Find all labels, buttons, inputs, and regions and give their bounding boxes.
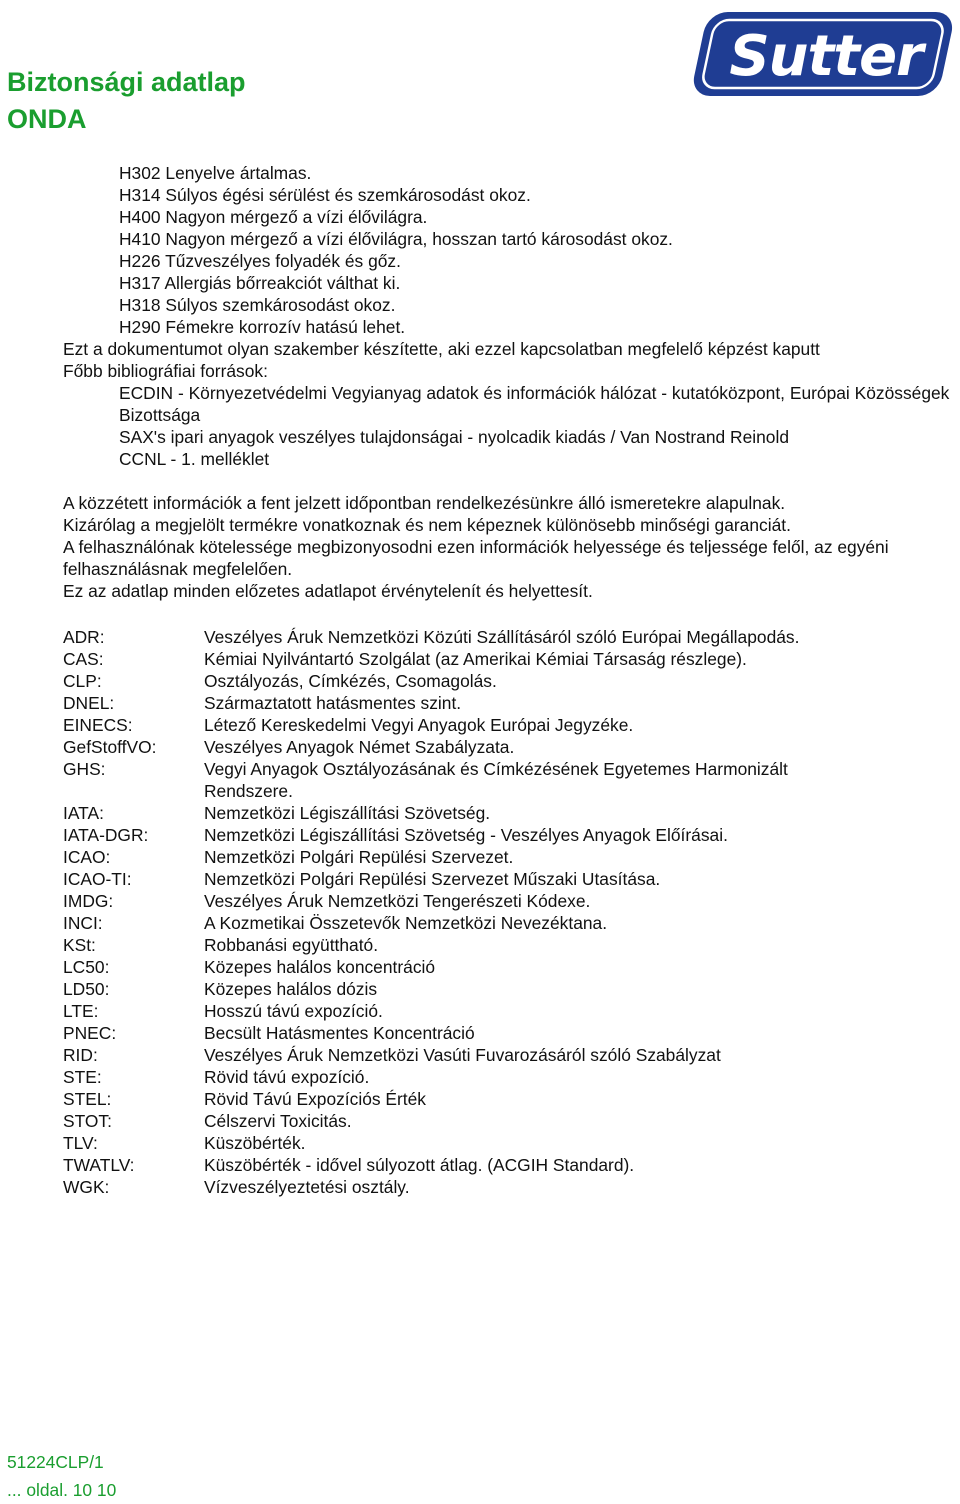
abbreviation-key: STOT: xyxy=(63,1111,112,1131)
abbreviation-definition: Küszöbérték - idővel súlyozott átlag. (ACGIH Standard). xyxy=(204,1155,635,1175)
abbreviation-row xyxy=(63,1154,804,1176)
abbreviation-definition: Veszélyes Áruk Nemzetközi Vasúti Fuvarozásáról szóló Szabályzat xyxy=(204,1045,721,1065)
abbreviation-definition: A Kozmetikai Összetevők Nemzetközi Nevezéktana. xyxy=(204,913,608,933)
abbreviation-definition: Nemzetközi Légiszállítási Szövetség - Veszélyes Anyagok Előírásai. xyxy=(204,825,728,845)
abbreviation-row xyxy=(63,692,804,714)
abbreviation-definition: Nemzetközi Polgári Repülési Szervezet Műszaki Utasítása. xyxy=(204,869,661,889)
logo-text: Sutter xyxy=(729,24,923,89)
hazard-statement: H290 Fémekre korrozív hatású lehet. xyxy=(119,317,406,337)
abbreviation-definition: Hosszú távú expozíció. xyxy=(204,1001,383,1021)
abbreviation-row xyxy=(63,1110,804,1132)
abbreviation-key: INCI: xyxy=(63,913,103,933)
abbreviation-definition: Származtatott hatásmentes szint. xyxy=(204,693,462,713)
abbreviation-definition: Nemzetközi Légiszállítási Szövetség. xyxy=(204,803,491,823)
abbreviation-key: GHS: xyxy=(63,759,106,779)
abbreviation-definition: Küszöbérték. xyxy=(204,1133,306,1153)
abbreviation-key: TWATLV: xyxy=(63,1155,135,1175)
abbreviation-row xyxy=(63,648,804,670)
abbreviation-definition: Célszervi Toxicitás. xyxy=(204,1111,352,1131)
abbreviation-row xyxy=(63,934,804,956)
abbreviation-key: TLV: xyxy=(63,1133,98,1153)
title-line-1: Biztonsági adatlap xyxy=(7,67,246,97)
abbreviation-key: RID: xyxy=(63,1045,98,1065)
abbreviation-row xyxy=(63,956,804,978)
abbreviation-key: IATA-DGR: xyxy=(63,825,149,845)
abbreviation-row xyxy=(63,912,804,934)
hazard-statement: H302 Lenyelve ártalmas. xyxy=(119,163,312,183)
abbreviation-row xyxy=(63,626,804,648)
abbreviation-key: ICAO: xyxy=(63,847,111,867)
abbreviation-key: IATA: xyxy=(63,803,104,823)
abbreviation-list xyxy=(63,626,804,1198)
abbreviation-key: KSt: xyxy=(63,935,96,955)
abbreviation-row xyxy=(63,1022,804,1044)
abbreviation-key: LTE: xyxy=(63,1001,99,1021)
abbreviation-definition: Közepes halálos dózis xyxy=(204,979,378,999)
disclaimer-line: A felhasználónak kötelessége megbizonyosodni ezen információk helyessége és teljessége felől, az egyéni felhasználásnak megfelelően. xyxy=(63,537,889,579)
source-item: SAX's ipari anyagok veszélyes tulajdonságai - nyolcadik kiadás / Van Nostrand Reinold xyxy=(119,427,790,447)
abbreviation-definition: Vízveszélyeztetési osztály. xyxy=(204,1177,410,1197)
disclaimer-line: Ez az adatlap minden előzetes adatlapot érvénytelenít és helyettesít. xyxy=(63,581,593,601)
abbreviation-key: IMDG: xyxy=(63,891,114,911)
disclaimer-line: Kizárólag a megjelölt termékre vonatkoznak és nem képeznek különösebb minőségi garanciát. xyxy=(63,515,791,535)
abbreviation-row xyxy=(63,802,804,824)
hazard-statement: H318 Súlyos szemkárosodást okoz. xyxy=(119,295,396,315)
abbreviation-row xyxy=(63,890,804,912)
disclaimer-line: A közzétett információk a fent jelzett időpontban rendelkezésünkre álló ismeretekre alapulnak. xyxy=(63,493,786,513)
abbreviation-key: ICAO-TI: xyxy=(63,869,132,889)
title-line-2: ONDA xyxy=(7,104,87,134)
abbreviation-definition: Becsült Hatásmentes Koncentráció xyxy=(204,1023,475,1043)
abbreviation-row xyxy=(63,1176,804,1198)
spacer xyxy=(0,470,960,492)
abbreviation-key: DNEL: xyxy=(63,693,115,713)
abbreviation-key: WGK: xyxy=(63,1177,110,1197)
abbreviation-definition: Veszélyes Áruk Nemzetközi Tengerészeti Kódexe. xyxy=(204,891,591,911)
abbreviation-row xyxy=(63,978,804,1000)
abbreviation-key: STE: xyxy=(63,1067,102,1087)
hazard-statement: H226 Tűzveszélyes folyadék és gőz. xyxy=(119,251,401,271)
abbreviation-key: LD50: xyxy=(63,979,110,999)
hazard-statement: H400 Nagyon mérgező a vízi élővilágra. xyxy=(119,207,428,227)
abbreviation-definition: Létező Kereskedelmi Vegyi Anyagok Európai Jegyzéke. xyxy=(204,715,634,735)
abbreviation-row xyxy=(63,758,804,802)
abbreviation-definition: Nemzetközi Polgári Repülési Szervezet. xyxy=(204,847,514,867)
abbreviation-definition: Veszélyes Áruk Nemzetközi Közúti Szállításáról szóló Európai Megállapodás. xyxy=(204,627,800,647)
abbreviation-row xyxy=(63,670,804,692)
abbreviation-key: EINECS: xyxy=(63,715,133,735)
document-title xyxy=(7,64,246,138)
abbreviation-definition: Veszélyes Anyagok Német Szabályzata. xyxy=(204,737,515,757)
page-number: ... oldal. 10 10 xyxy=(7,1480,117,1500)
abbreviation-key: PNEC: xyxy=(63,1023,117,1043)
abbreviation-definition: Kémiai Nyilvántartó Szolgálat (az Amerikai Kémiai Társaság részlege). xyxy=(204,649,747,669)
abbreviation-definition: Vegyi Anyagok Osztályozásának és Címkézésének Egyetemes Harmonizált Rendszere. xyxy=(204,759,788,801)
abbreviation-row xyxy=(63,1088,804,1110)
abbreviation-row xyxy=(63,736,804,758)
abbreviation-key: STEL: xyxy=(63,1089,112,1109)
abbreviation-definition: Közepes halálos koncentráció xyxy=(204,957,436,977)
abbreviation-definition: Osztályozás, Címkézés, Csomagolás. xyxy=(204,671,497,691)
abbreviation-definition: Robbanási együttható. xyxy=(204,935,379,955)
abbreviation-row xyxy=(63,846,804,868)
page-footer xyxy=(7,1448,116,1504)
abbreviation-row xyxy=(63,868,804,890)
document-body xyxy=(0,162,960,602)
abbreviation-row xyxy=(63,824,804,846)
abbreviation-row xyxy=(63,1000,804,1022)
abbreviation-row xyxy=(63,1132,804,1154)
abbreviation-key: CAS: xyxy=(63,649,104,669)
abbreviation-key: GefStoffVO: xyxy=(63,737,157,757)
sutter-logo xyxy=(686,2,958,104)
abbreviation-row xyxy=(63,1044,804,1066)
abbreviation-definition: Rövid távú expozíció. xyxy=(204,1067,370,1087)
sources-heading: Főbb bibliográfiai források: xyxy=(63,361,268,381)
abbreviation-key: LC50: xyxy=(63,957,110,977)
source-item: CCNL - 1. melléklet xyxy=(119,449,270,469)
abbreviation-key: ADR: xyxy=(63,627,105,647)
abbreviation-definition: Rövid Távú Expozíciós Érték xyxy=(204,1089,426,1109)
source-item: ECDIN - Környezetvédelmi Vegyianyag adatok és információk hálózat - kutatóközpont, Európai Közösségek Bizottsága xyxy=(119,383,950,425)
abbreviation-row xyxy=(63,1066,804,1088)
abbreviation-key: CLP: xyxy=(63,671,102,691)
document-code: 51224CLP/1 xyxy=(7,1452,104,1472)
hazard-statement: H410 Nagyon mérgező a vízi élővilágra, hosszan tartó károsodást okoz. xyxy=(119,229,673,249)
hazard-statement: H317 Allergiás bőrreakciót válthat ki. xyxy=(119,273,401,293)
hazard-statement: H314 Súlyos égési sérülést és szemkárosodást okoz. xyxy=(119,185,531,205)
expert-note: Ezt a dokumentumot olyan szakember készítette, aki ezzel kapcsolatban megfelelő képzést kaputt xyxy=(63,339,820,359)
abbreviation-row xyxy=(63,714,804,736)
